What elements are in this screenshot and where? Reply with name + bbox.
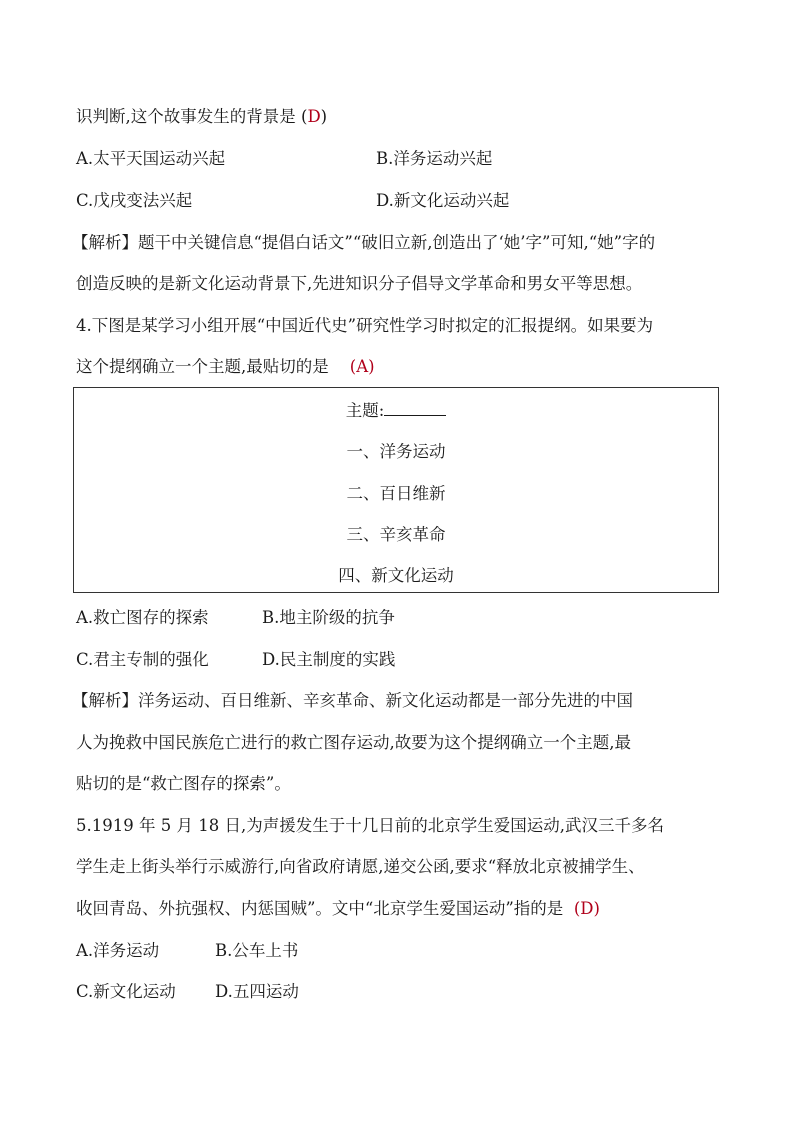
- q5-stem-line-2: 学生走上街头举行示威游行,向省政府请愿,递交公函,要求“释放北京被捕学生、: [76, 857, 645, 876]
- outline-item-3: 三、辛亥革命: [346, 525, 446, 544]
- q4-analysis-line-1: 【解析】洋务运动、百日维新、辛亥革命、新文化运动都是一部分先进的中国: [72, 691, 633, 710]
- q5-options-row-2: [76, 980, 299, 1004]
- q4-option-d: D.民主制度的实践: [262, 650, 396, 669]
- q4-option-c: C.君主专制的强化: [76, 650, 209, 669]
- q3-option-b: B.洋务运动兴起: [376, 149, 493, 168]
- q5-option-c: C.新文化运动: [76, 982, 176, 1001]
- q3-option-d: D.新文化运动兴起: [376, 191, 510, 210]
- outline-title: [74, 399, 718, 423]
- q3-options-row-1: [76, 147, 493, 171]
- q3-option-c: C.戊戌变法兴起: [76, 191, 193, 210]
- q4-stem-line-2: 这个提纲确立一个主题,最贴切的是 (A): [76, 357, 375, 376]
- q5-options-row-1: [76, 939, 299, 963]
- q4-option-a: A.救亡图存的探索: [76, 608, 209, 627]
- q3-analysis-line-1: 【解析】题干中关键信息“提倡白话文”“破旧立新,创造出了‘她’字”可知,“她”字的: [72, 233, 656, 252]
- q4-option-b: B.地主阶级的抗争: [262, 608, 395, 627]
- outline-title-label: 主题:: [345, 401, 385, 420]
- q3-stem: [76, 105, 327, 129]
- q3-analysis-line-2: 创造反映的是新文化运动背景下,先进知识分子倡导文学革命和男女平等思想。: [76, 274, 643, 293]
- q5-stem-text: 收回青岛、外抗强权、内惩国贼”。文中“北京学生爱国运动”指的是: [76, 899, 569, 918]
- q5-answer: D: [580, 899, 594, 918]
- q4-analysis-line-3: 贴切的是“救亡图存的探索”。: [76, 774, 291, 793]
- q4-stem-line-1: 4.下图是某学习小组开展“中国近代史”研究性学习时拟定的汇报提纲。如果要为: [76, 316, 654, 335]
- q3-stem-text: 识判断,这个故事发生的背景是 (: [76, 107, 308, 126]
- q3-option-a: A.太平天国运动兴起: [76, 149, 226, 168]
- outline-item-2: 二、百日维新: [346, 484, 446, 503]
- outline-item-1: 一、洋务运动: [346, 442, 446, 461]
- q4-options-row-2: [76, 648, 396, 672]
- q5-stem-line-1: 5.1919 年 5 月 18 日,为声援发生于十几日前的北京学生爱国运动,武汉三千多名: [76, 816, 664, 835]
- q3-stem-close: ): [320, 107, 328, 126]
- q4-answer: A: [356, 357, 369, 376]
- q3-options-row-2: [76, 189, 510, 213]
- q3-answer: D: [307, 107, 321, 126]
- q5-stem-line-3: 收回青岛、外抗强权、内惩国贼”。文中“北京学生爱国运动”指的是 (D): [76, 899, 600, 918]
- outline-title-blank: [384, 399, 446, 416]
- q5-option-d: D.五四运动: [215, 982, 299, 1001]
- q5-option-b: B.公车上书: [215, 941, 299, 960]
- q5-option-a: A.洋务运动: [76, 941, 160, 960]
- q4-options-row-1: [76, 606, 395, 630]
- outline-item-4: 四、新文化运动: [338, 566, 454, 585]
- q4-analysis-line-2: 人为挽救中国民族危亡进行的救亡图存运动,故要为这个提纲确立一个主题,最: [76, 733, 631, 752]
- q4-stem-text: 这个提纲确立一个主题,最贴切的是: [76, 357, 334, 376]
- outline-box: [73, 387, 719, 593]
